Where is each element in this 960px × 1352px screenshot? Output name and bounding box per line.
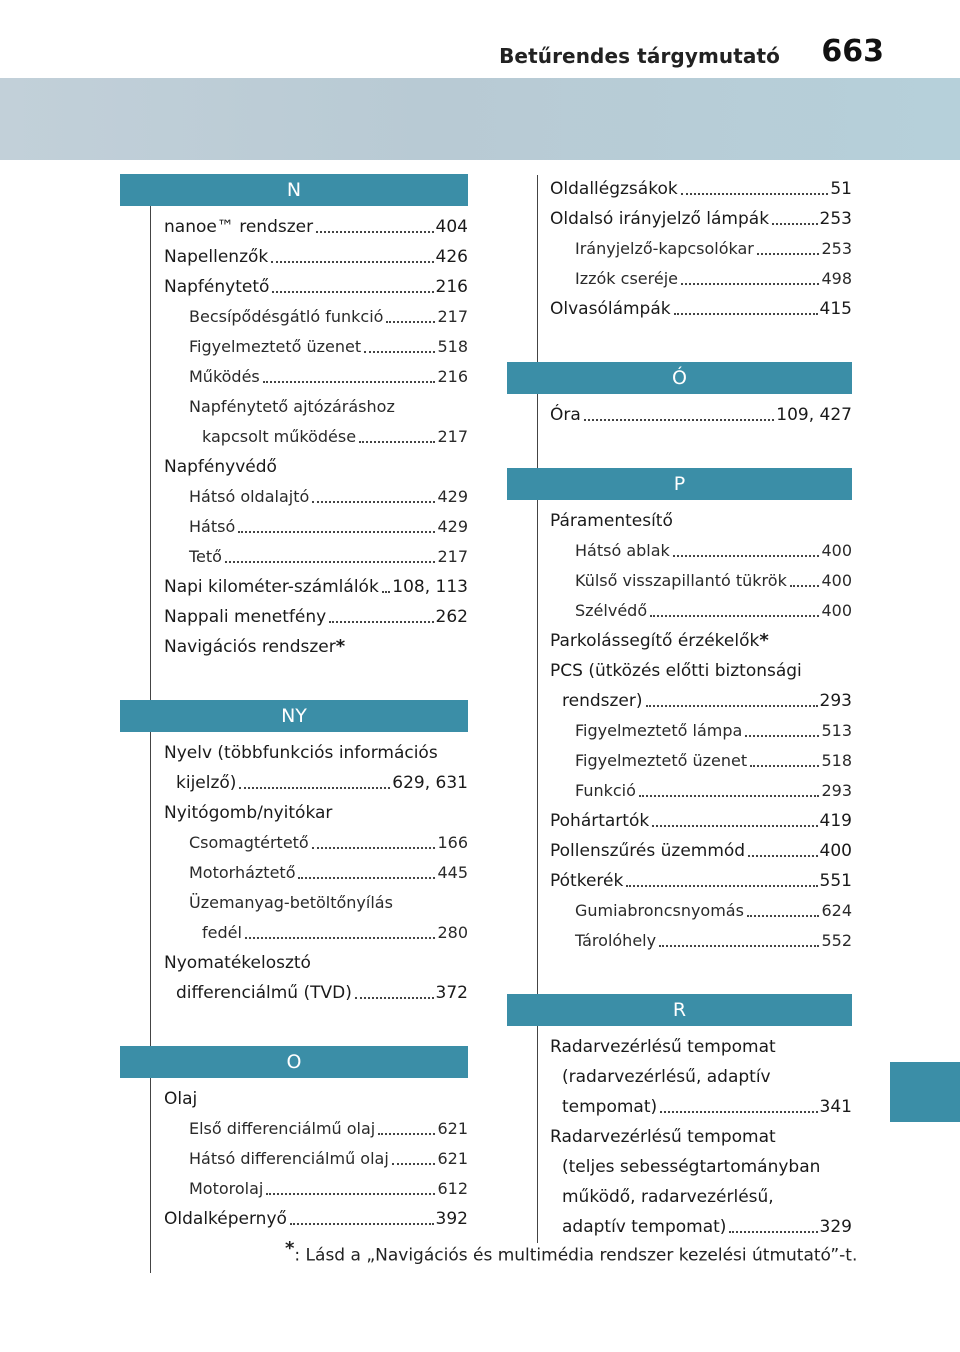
index-entry xyxy=(550,566,852,596)
entry-text: Hátsó differenciálmű olaj xyxy=(189,1149,389,1168)
index-entry xyxy=(550,174,852,204)
entry-footnote-mark: * xyxy=(759,630,769,651)
section-gap xyxy=(507,324,852,362)
index-entry xyxy=(164,452,468,482)
index-entry xyxy=(550,776,852,806)
entry-page[interactable]: 217 xyxy=(437,547,468,566)
index-entry xyxy=(164,362,468,392)
entry-page[interactable]: 621 xyxy=(437,1119,468,1138)
index-entry xyxy=(164,1084,468,1114)
dot-leader xyxy=(750,765,819,767)
entry-page[interactable]: 426 xyxy=(435,247,468,267)
entry-page[interactable]: 392 xyxy=(435,1209,468,1229)
index-entry xyxy=(164,302,468,332)
entry-text: Radarvezérlésű tempomat xyxy=(550,1037,776,1057)
entry-page[interactable]: 518 xyxy=(437,337,468,356)
entry-page[interactable]: 166 xyxy=(437,833,468,852)
entry-page[interactable]: 419 xyxy=(819,811,852,831)
dot-leader xyxy=(748,855,817,857)
dot-leader xyxy=(674,313,818,315)
entry-page[interactable]: 513 xyxy=(821,721,852,740)
entry-page[interactable]: 329 xyxy=(819,1217,852,1237)
index-entry xyxy=(550,400,852,430)
entry-text: Napfénytető xyxy=(164,277,270,297)
dot-leader xyxy=(747,915,820,917)
index-entry xyxy=(550,686,852,716)
dot-leader xyxy=(659,945,819,947)
dot-leader xyxy=(238,531,435,533)
index-entry xyxy=(550,234,852,264)
index-entry xyxy=(164,392,468,422)
dot-leader xyxy=(355,997,434,999)
entry-text: Hátsó xyxy=(189,517,236,536)
entry-text: Izzók cseréje xyxy=(575,269,678,288)
dot-leader xyxy=(382,591,391,593)
entry-text: Pótkerék xyxy=(550,871,624,891)
entry-text: Oldallégzsákok xyxy=(550,179,678,199)
section-header: P xyxy=(507,468,852,500)
index-entry xyxy=(164,1144,468,1174)
index-entry xyxy=(164,632,468,662)
entry-text: rendszer) xyxy=(562,691,643,711)
section-gap xyxy=(507,956,852,994)
index-entry xyxy=(550,866,852,896)
entry-page[interactable]: 372 xyxy=(435,983,468,1003)
dot-leader xyxy=(272,291,433,293)
entry-page[interactable]: 341 xyxy=(819,1097,852,1117)
index-entry xyxy=(164,542,468,572)
entry-text: Figyelmeztető lámpa xyxy=(575,721,743,740)
section-header: N xyxy=(120,174,468,206)
entry-text: Nyomatékelosztó xyxy=(164,953,311,973)
index-entry xyxy=(550,626,852,656)
entry-page[interactable]: 518 xyxy=(821,751,852,770)
index-entry xyxy=(550,1182,852,1212)
entry-list xyxy=(507,174,852,324)
entry-text: Működés xyxy=(189,367,260,386)
page-number: 663 xyxy=(821,34,884,69)
index-entry xyxy=(164,272,468,302)
footnote xyxy=(285,1238,857,1266)
entry-page[interactable]: 400 xyxy=(821,601,852,620)
entry-text: működő, radarvezérlésű, xyxy=(562,1187,774,1207)
entry-page[interactable]: 293 xyxy=(821,781,852,800)
index-entry xyxy=(550,656,852,686)
entry-text: Irányjelző-kapcsolókar xyxy=(575,239,754,258)
entry-text: PCS (ütközés előtti biztonsági xyxy=(550,661,802,681)
index-side-tab xyxy=(890,1062,960,1122)
entry-page[interactable]: 253 xyxy=(819,209,852,229)
entry-page[interactable]: 624 xyxy=(821,901,852,920)
entry-list xyxy=(507,506,852,956)
entry-text: Tető xyxy=(189,547,222,566)
dot-leader xyxy=(312,847,436,849)
header xyxy=(0,0,960,78)
entry-page[interactable]: 415 xyxy=(819,299,852,319)
footnote-mark: * xyxy=(285,1238,295,1259)
entry-text: Hátsó ablak xyxy=(575,541,670,560)
index-entry xyxy=(550,294,852,324)
dot-leader xyxy=(245,937,436,939)
dot-leader xyxy=(745,735,819,737)
dot-leader xyxy=(386,321,435,323)
dot-leader xyxy=(681,283,819,285)
index-entry xyxy=(164,858,468,888)
entry-page[interactable]: 216 xyxy=(435,277,468,297)
entry-page[interactable]: 404 xyxy=(435,217,468,237)
entry-text: kapcsolt működése xyxy=(202,427,357,446)
index-entry xyxy=(164,242,468,272)
entry-text: Tárolóhely xyxy=(575,931,657,950)
entry-text: Olvasólámpák xyxy=(550,299,671,319)
entry-text: (radarvezérlésű, adaptív xyxy=(562,1067,771,1087)
footnote-text: : Lásd a „Navigációs és multimédia rendszer kezelési útmutató”-t. xyxy=(294,1245,858,1266)
index-entry xyxy=(164,482,468,512)
index-entry xyxy=(550,836,852,866)
entry-page[interactable]: 217 xyxy=(437,307,468,326)
index-entry xyxy=(164,978,468,1008)
entry-text: Parkolássegítő érzékelők xyxy=(550,631,760,651)
index-entry xyxy=(550,506,852,536)
entry-text: Pollenszűrés üzemmód xyxy=(550,841,746,861)
entry-text: Nyitógomb/nyitókar xyxy=(164,803,333,823)
entry-list xyxy=(120,212,468,662)
index-entry xyxy=(550,1152,852,1182)
entry-page[interactable]: 51 xyxy=(830,179,852,199)
entry-page[interactable]: 629, 631 xyxy=(392,773,468,793)
entry-page[interactable]: 612 xyxy=(437,1179,468,1198)
index-entry xyxy=(550,1092,852,1122)
index-entry xyxy=(550,264,852,294)
entry-text: fedél xyxy=(202,923,242,942)
entry-text: tempomat) xyxy=(562,1097,658,1117)
entry-page[interactable]: 498 xyxy=(821,269,852,288)
entry-text: Nappali menetfény xyxy=(164,607,327,627)
entry-text: Oldalsó irányjelző lámpák xyxy=(550,209,770,229)
entry-text: Üzemanyag-betöltőnyílás xyxy=(189,893,393,912)
index-entry xyxy=(164,212,468,242)
entry-page[interactable]: 293 xyxy=(819,691,852,711)
dot-leader xyxy=(790,585,820,587)
dot-leader xyxy=(239,787,390,789)
entry-page[interactable]: 262 xyxy=(435,607,468,627)
index-entry xyxy=(164,828,468,858)
entry-text: Óra xyxy=(550,405,581,425)
dot-leader xyxy=(650,615,819,617)
index-entry xyxy=(164,1174,468,1204)
entry-text: (teljes sebességtartományban xyxy=(562,1157,821,1177)
entry-text: Csomagtértető xyxy=(189,833,309,852)
entry-text: Páramentesítő xyxy=(550,511,673,531)
dot-leader xyxy=(329,621,433,623)
entry-text: Navigációs rendszer xyxy=(164,637,336,657)
entry-text: Napfénytető ajtózáráshoz xyxy=(189,397,395,416)
entry-page[interactable]: 400 xyxy=(821,541,852,560)
entry-text: nanoe™ rendszer xyxy=(164,217,314,237)
index-entry xyxy=(164,798,468,828)
index-entry xyxy=(550,1122,852,1152)
entry-text: Nyelv (többfunkciós információs xyxy=(164,743,438,763)
entry-text: Motorháztető xyxy=(189,863,296,882)
dot-leader xyxy=(316,231,433,233)
entry-list xyxy=(120,1084,468,1234)
entry-text: Figyelmeztető üzenet xyxy=(575,751,748,770)
dot-leader xyxy=(392,1163,436,1165)
index-entry xyxy=(164,768,468,798)
index-entry xyxy=(164,1114,468,1144)
entry-text: Pohártartók xyxy=(550,811,650,831)
dot-leader xyxy=(364,351,435,353)
entry-text: Motorolaj xyxy=(189,1179,264,1198)
index-entry xyxy=(550,1062,852,1092)
entry-page[interactable]: 108, 113 xyxy=(392,577,468,597)
entry-text: Radarvezérlésű tempomat xyxy=(550,1127,776,1147)
entry-text: Külső visszapillantó tükrök xyxy=(575,571,787,590)
section-header: NY xyxy=(120,700,468,732)
entry-text: Napellenzők xyxy=(164,247,269,267)
entry-page[interactable]: 621 xyxy=(437,1149,468,1168)
entry-text: Hátsó oldalajtó xyxy=(189,487,310,506)
dot-leader xyxy=(681,193,829,195)
dot-leader xyxy=(660,1111,817,1113)
dot-leader xyxy=(652,825,817,827)
section-gap xyxy=(507,430,852,468)
entry-page[interactable]: 280 xyxy=(437,923,468,942)
index-entry xyxy=(164,512,468,542)
entry-text: Első differenciálmű olaj xyxy=(189,1119,376,1138)
dot-leader xyxy=(312,501,435,503)
entry-list xyxy=(507,1032,852,1242)
section-header: R xyxy=(507,994,852,1026)
index-entry xyxy=(550,716,852,746)
index-entry xyxy=(550,746,852,776)
entry-page[interactable]: 400 xyxy=(821,571,852,590)
dot-leader xyxy=(359,441,435,443)
index-entry xyxy=(550,806,852,836)
entry-page[interactable]: 217 xyxy=(437,427,468,446)
entry-text: differenciálmű (TVD) xyxy=(176,983,352,1003)
section-header: Ó xyxy=(507,362,852,394)
dot-leader xyxy=(639,795,820,797)
entry-text: Olaj xyxy=(164,1089,198,1109)
entry-text: adaptív tempomat) xyxy=(562,1217,727,1237)
index-entry xyxy=(550,536,852,566)
page-title: Betűrendes tárgymutató xyxy=(499,44,780,68)
entry-text: Gumiabroncsnyomás xyxy=(575,901,744,920)
index-entry xyxy=(164,602,468,632)
index-entry xyxy=(550,596,852,626)
index-entry xyxy=(550,1032,852,1062)
entry-text: Szélvédő xyxy=(575,601,648,620)
index-entry xyxy=(164,918,468,948)
entry-footnote-mark: * xyxy=(335,636,346,657)
dot-leader xyxy=(271,261,433,263)
index-entry xyxy=(164,948,468,978)
index-entry xyxy=(164,422,468,452)
entry-text: Funkció xyxy=(575,781,636,800)
dot-leader xyxy=(298,877,435,879)
dot-leader xyxy=(263,381,436,383)
index-entry xyxy=(164,738,468,768)
left-column xyxy=(120,174,468,1234)
entry-page[interactable]: 109, 427 xyxy=(776,405,852,425)
entry-page[interactable]: 445 xyxy=(437,863,468,882)
entry-page[interactable]: 429 xyxy=(437,487,468,506)
entry-page[interactable]: 253 xyxy=(821,239,852,258)
index-entry xyxy=(164,332,468,362)
entry-page[interactable]: 551 xyxy=(819,871,852,891)
section-header: O xyxy=(120,1046,468,1078)
dot-leader xyxy=(225,561,435,563)
entry-text: Figyelmeztető üzenet xyxy=(189,337,362,356)
entry-text: Napfényvédő xyxy=(164,457,277,477)
index-entry xyxy=(550,204,852,234)
dot-leader xyxy=(378,1133,435,1135)
header-gradient-band xyxy=(0,78,960,160)
index-entry xyxy=(550,926,852,956)
entry-page[interactable]: 216 xyxy=(437,367,468,386)
dot-leader xyxy=(584,419,775,421)
dot-leader xyxy=(626,885,817,887)
dot-leader xyxy=(757,253,820,255)
index-entry xyxy=(164,1204,468,1234)
dot-leader xyxy=(729,1231,817,1233)
entry-text: Oldalképernyő xyxy=(164,1209,287,1229)
section-gap xyxy=(120,662,468,700)
entry-text: Becsípődésgátló funkció xyxy=(189,307,384,326)
entry-text: kijelző) xyxy=(176,773,237,793)
entry-page[interactable]: 400 xyxy=(819,841,852,861)
entry-list xyxy=(120,738,468,1008)
dot-leader xyxy=(673,555,820,557)
dot-leader xyxy=(266,1193,435,1195)
dot-leader xyxy=(290,1223,434,1225)
index-entry xyxy=(550,896,852,926)
dot-leader xyxy=(646,705,818,707)
entry-text: Napi kilométer-számlálók xyxy=(164,577,379,597)
section-gap xyxy=(120,1008,468,1046)
dot-leader xyxy=(772,223,817,225)
index-entry xyxy=(164,888,468,918)
index-entry xyxy=(164,572,468,602)
right-column xyxy=(507,174,852,1242)
entry-page[interactable]: 429 xyxy=(437,517,468,536)
entry-list xyxy=(507,400,852,430)
entry-page[interactable]: 552 xyxy=(821,931,852,950)
